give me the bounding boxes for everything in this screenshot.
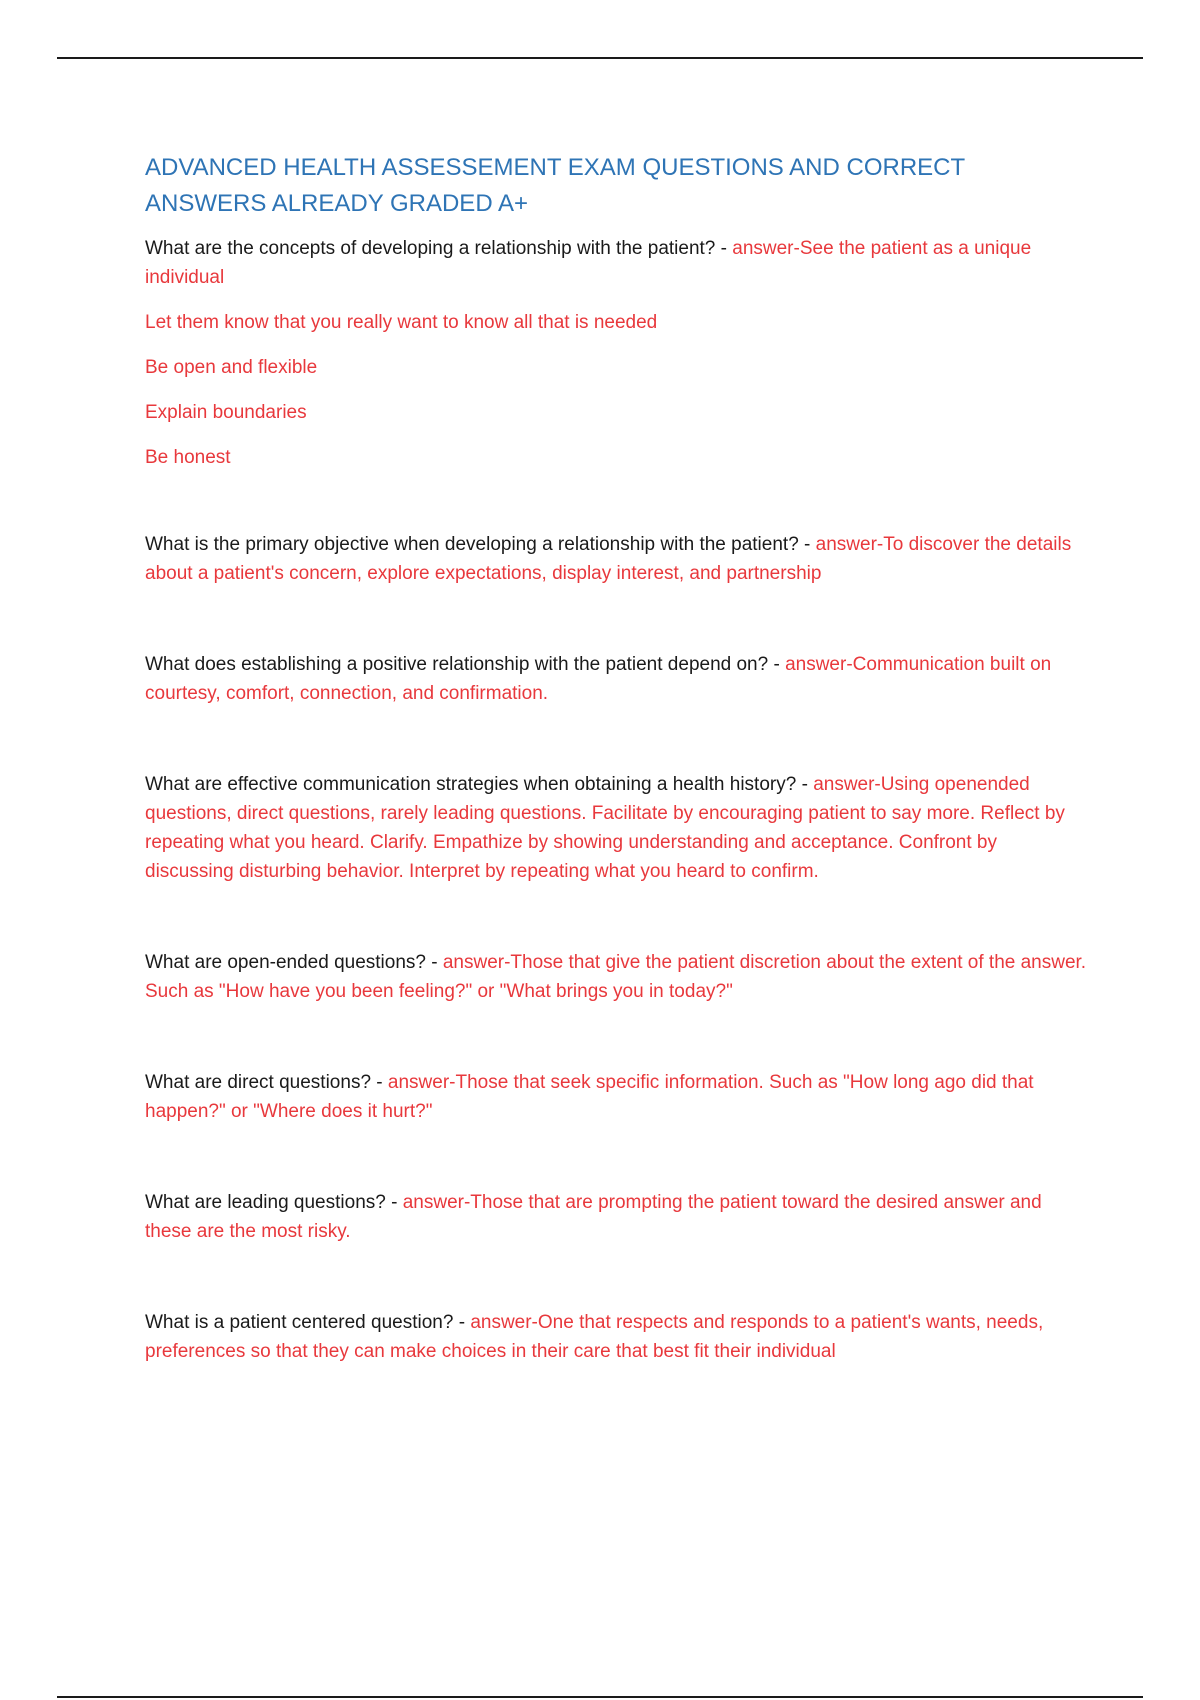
question-label: What is a patient centered question? -	[145, 1312, 471, 1333]
answer-text: answer-To discover the details about a patient's concern, explore expectations, display interest, and partnership	[145, 534, 1072, 584]
qa-item	[145, 948, 1090, 1006]
question-text	[145, 530, 1090, 588]
answer-text: answer-Communication built on courtesy, comfort, connection, and confirmation.	[145, 654, 1052, 704]
question-text	[145, 770, 1090, 886]
answer-point: Be open and flexible	[145, 357, 318, 378]
question-label: What are open-ended questions? -	[145, 952, 443, 973]
document-body	[145, 150, 1090, 1366]
qa-item	[145, 1068, 1090, 1126]
question-label: What is the primary objective when developing a relationship with the patient? -	[145, 534, 816, 555]
question-text	[145, 234, 1090, 292]
qa-item	[145, 650, 1090, 708]
answer-text: answer-Those that seek specific information. Such as "How long ago did that happen?" or "Where does it hurt?"	[145, 1072, 1034, 1122]
answer-text: answer-Those that give the patient discretion about the extent of the answer. Such as "How have you been feeling?" or "What brings you in today?"	[145, 952, 1087, 1002]
answer-text: answer-See the patient as a unique individual	[145, 238, 1032, 288]
qa-item	[145, 1308, 1090, 1366]
footer-rule	[57, 1696, 1143, 1698]
qa-item	[145, 234, 1090, 472]
question-text	[145, 1308, 1090, 1366]
question-text	[145, 948, 1090, 1006]
question-label: What are effective communication strategies when obtaining a health history? -	[145, 774, 814, 795]
qa-item	[145, 770, 1090, 886]
header-rule	[57, 57, 1143, 59]
question-text	[145, 1188, 1090, 1246]
answer-text: answer-One that respects and responds to a patient's wants, needs, preferences so that they can make choices in their care that best fit their individual	[145, 1312, 1044, 1362]
qa-item	[145, 530, 1090, 588]
answer-point: Let them know that you really want to know all that is needed	[145, 312, 658, 333]
answer-point: Explain boundaries	[145, 402, 307, 423]
answer-text: answer-Using openended questions, direct questions, rarely leading questions. Facilitate by encouraging patient to say more. Reflect by repeating what you heard. Clarify. Empathize by showing understanding and acceptance. Confront by discussing disturbing behavior. Interpret by repeating what you heard to confirm.	[145, 774, 1065, 882]
answer-text: answer-Those that are prompting the patient toward the desired answer and these are the most risky.	[145, 1192, 1042, 1242]
question-label: What are leading questions? -	[145, 1192, 403, 1213]
question-text	[145, 1068, 1090, 1126]
question-label: What are the concepts of developing a relationship with the patient? -	[145, 238, 733, 259]
question-label: What are direct questions? -	[145, 1072, 388, 1093]
document-title: ADVANCED HEALTH ASSESSEMENT EXAM QUESTIONS AND CORRECT ANSWERS ALREADY GRADED A+	[145, 154, 965, 217]
qa-item	[145, 1188, 1090, 1246]
answer-point: Be honest	[145, 447, 231, 468]
question-label: What does establishing a positive relationship with the patient depend on? -	[145, 654, 786, 675]
question-text	[145, 650, 1090, 708]
